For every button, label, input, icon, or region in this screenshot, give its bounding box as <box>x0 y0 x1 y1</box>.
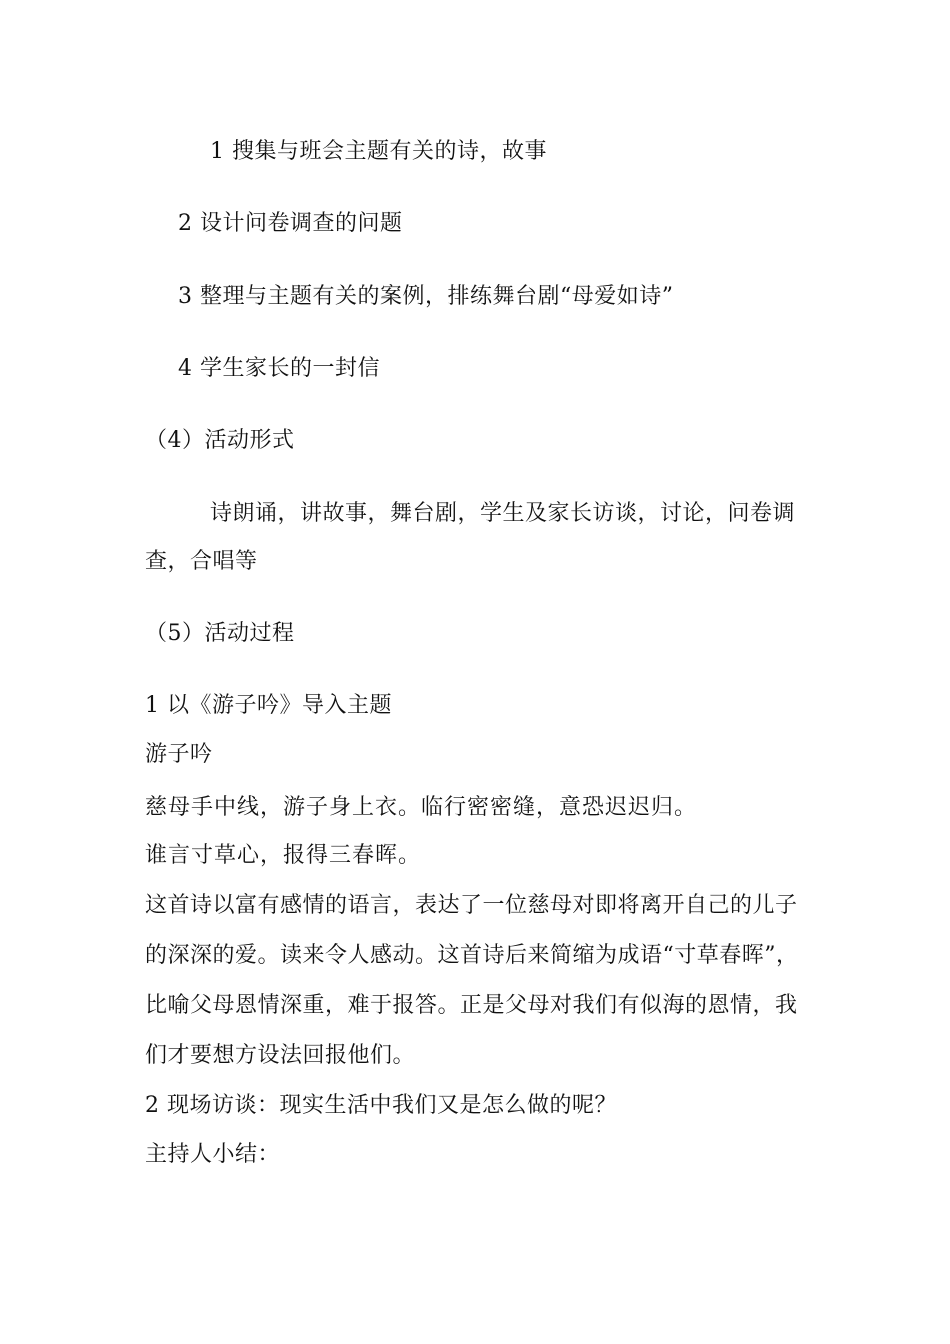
activity-form-text-line-1: 诗朗诵，讲故事，舞台剧，学生及家长访谈，讨论，问卷调 <box>210 501 796 526</box>
poem-commentary-line-4: 们才要想方设法回报他们。 <box>145 1043 416 1068</box>
poem-commentary-line-3: 比喻父母恩情深重，难于报答。正是父母对我们有似海的恩情，我 <box>145 993 798 1018</box>
prep-item-1: 1 搜集与班会主题有关的诗，故事 <box>210 139 547 164</box>
poem-commentary-line-2: 的深深的爱。读来令人感动。这首诗后来简缩为成语“寸草春晖”， <box>145 943 799 968</box>
process-step-1: 1 以《游子吟》导入主题 <box>145 693 392 718</box>
process-step-2: 2 现场访谈：现实生活中我们又是怎么做的呢？ <box>145 1093 617 1118</box>
poem-commentary-line-1: 这首诗以富有感情的语言，表达了一位慈母对即将离开自己的儿子 <box>145 893 798 918</box>
prep-item-2: 2 设计问卷调查的问题 <box>178 211 403 236</box>
prep-item-3: 3 整理与主题有关的案例，排练舞台剧“母爱如诗” <box>178 284 674 309</box>
host-summary-label: 主持人小结： <box>145 1142 281 1167</box>
activity-form-text-line-2: 查，合唱等 <box>145 549 258 574</box>
prep-item-4: 4 学生家长的一封信 <box>178 356 380 381</box>
poem-line-1: 慈母手中线，游子身上衣。临行密密缝，意恐迟迟归。 <box>145 795 698 820</box>
section-heading-activity-form: （4）活动形式 <box>145 428 295 453</box>
poem-line-2: 谁言寸草心，报得三春晖。 <box>145 843 422 868</box>
section-heading-activity-process: （5）活动过程 <box>145 621 295 646</box>
poem-title: 游子吟 <box>145 742 213 767</box>
